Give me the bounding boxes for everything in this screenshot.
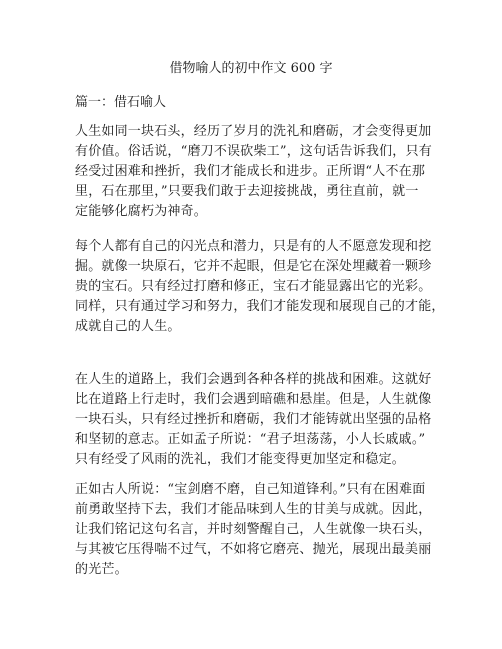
paragraph-line: 在人生的道路上，我们会遇到各种各样的挑战和困难。这就好 [75, 372, 432, 387]
paragraph-line: 同样，只有通过学习和努力，我们才能发现和展现自己的才能， [75, 299, 445, 314]
paragraph-4 [75, 480, 432, 580]
paragraph-line: 让我们铭记这句名言，并时刻警醒自己，人生就像一块石头， [75, 522, 432, 537]
paragraph-line: 的光芒。 [75, 562, 128, 577]
paragraph-line: 一块石头，只有经过挫折和磨砺，我们才能铸就出坚强的品格 [75, 412, 432, 427]
paragraph-line: 成就自己的人生。 [75, 319, 181, 334]
paragraph-line: 比在道路上行走时，我们会遇到暗礁和悬崖。但是，人生就像 [75, 392, 432, 407]
paragraph-line: 前勇敢坚持下去，我们才能品味到人生的甘美与成就。因此， [75, 502, 432, 517]
paragraph-line: 里，石在那里，”只要我们敢于去迎接挑战，勇往直前，就一 [75, 184, 419, 199]
paragraph-line: 掘。就像一块原石，它并不起眼，但是它在深处埋藏着一颗珍 [75, 259, 432, 274]
paragraph-line: 有价值。俗话说，“磨刀不误砍柴工”，这句话告诉我们，只有 [75, 144, 432, 159]
document-title: 借物喻人的初中作文 600 字 [169, 61, 333, 76]
paragraph-line: 每个人都有自己的闪光点和潜力，只是有的人不愿意发现和挖 [75, 239, 432, 254]
paragraph-1 [75, 122, 432, 222]
paragraph-line: 和坚韧的意志。正如孟子所说：“君子坦荡荡，小人长戚戚。” [75, 432, 426, 447]
paragraph-line: 经受过困难和挫折，我们才能成长和进步。正所谓“人不在那 [75, 164, 426, 179]
paragraph-line: 人生如同一块石头，经历了岁月的洗礼和磨砺，才会变得更加 [75, 124, 432, 139]
paragraph-line: 正如古人所说：“宝剑磨不磨，自己知道锋利。”只有在困难面 [75, 482, 426, 497]
paragraph-line: 只有经受了风雨的洗礼，我们才能变得更加坚定和稳定。 [75, 452, 406, 467]
paragraph-3 [75, 370, 432, 470]
paragraph-2 [75, 237, 445, 337]
paragraph-line: 定能够化腐朽为神奇。 [75, 204, 208, 219]
section-heading: 篇一：借石喻人 [75, 95, 167, 110]
paragraph-line: 贵的宝石。只有经过打磨和修正，宝石才能显露出它的光彩。 [75, 279, 432, 294]
paragraph-line: 与其被它压得喘不过气，不如将它磨亮、抛光，展现出最美丽 [75, 542, 432, 557]
